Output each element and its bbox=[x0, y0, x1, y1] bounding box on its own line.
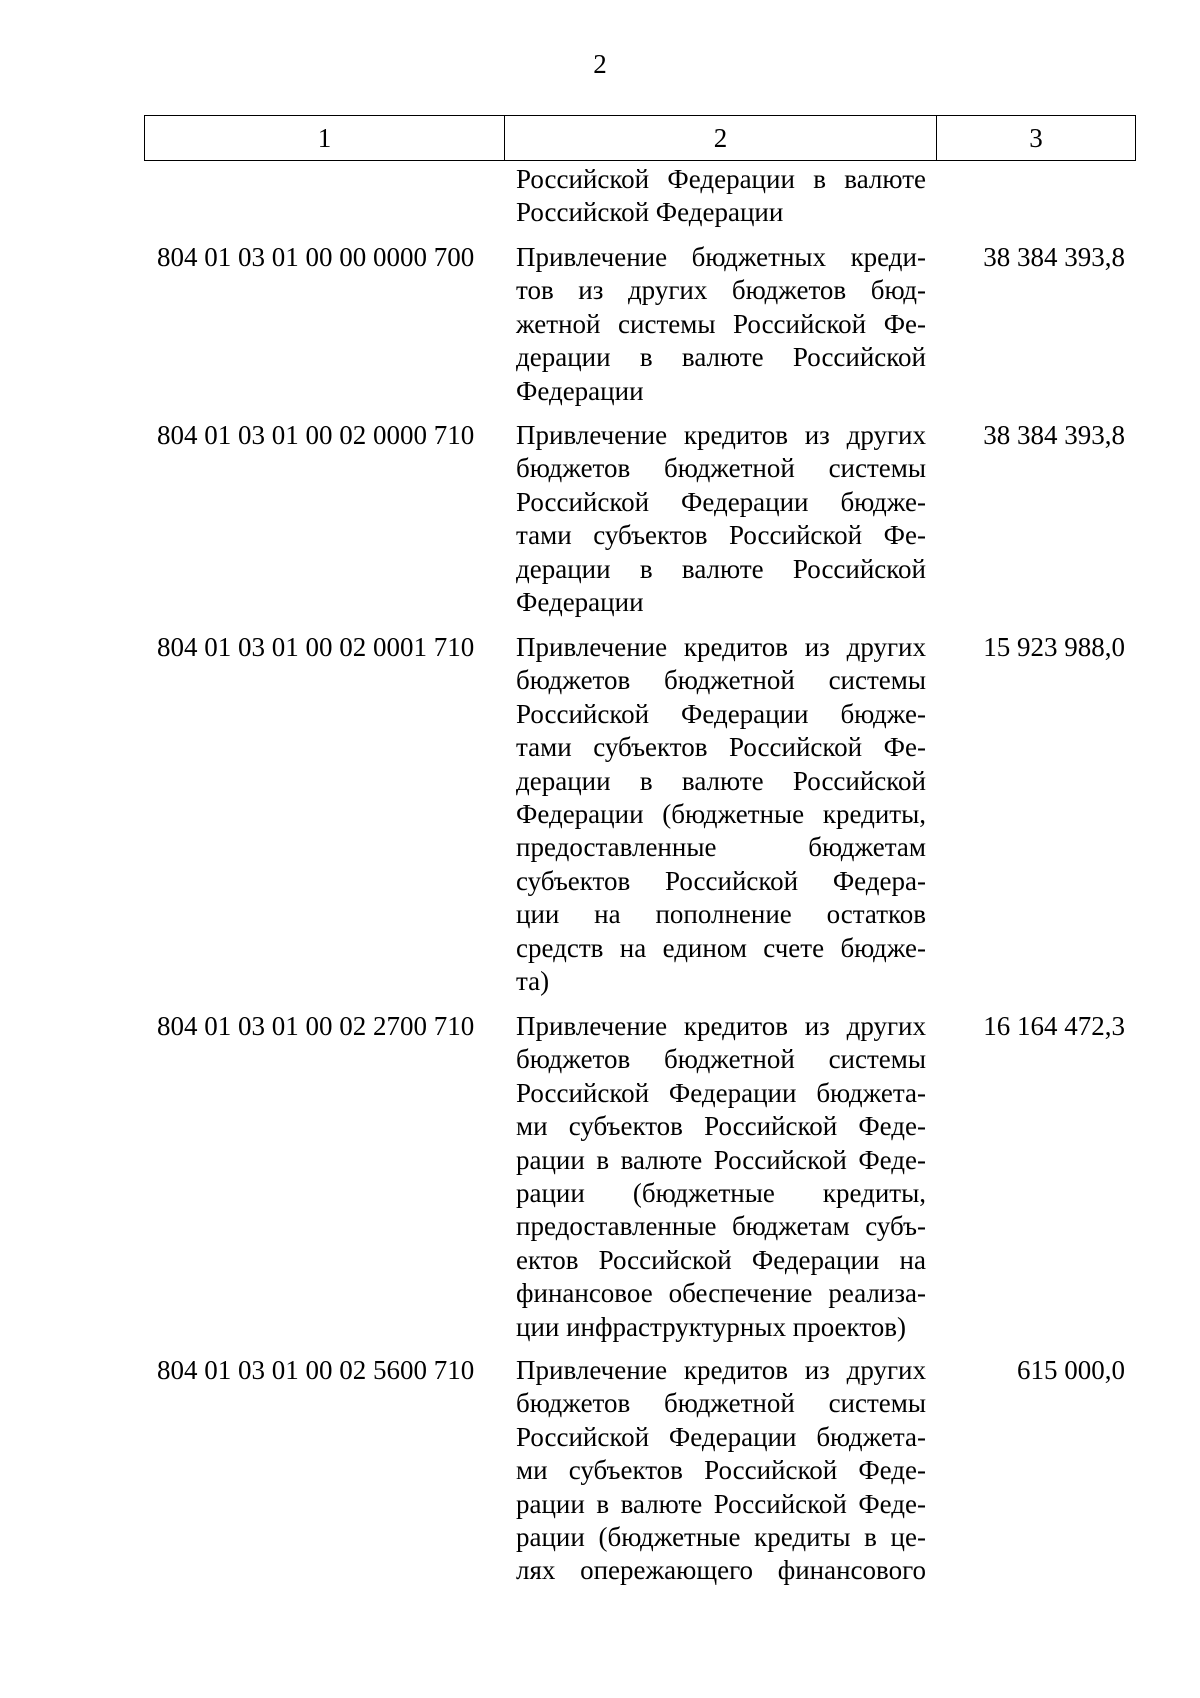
description-line: ции на пополнение остатков bbox=[516, 899, 926, 930]
description-line: дерации в валюте Российской bbox=[516, 342, 926, 373]
description-line: Российской Федерации бюдже- bbox=[516, 698, 926, 729]
description-line: предоставленные бюджетам субъ- bbox=[516, 1211, 926, 1242]
description-line: тами субъектов Российской Фе- bbox=[516, 520, 926, 551]
row-code: 804 01 03 01 00 02 5600 710 bbox=[157, 1355, 475, 1385]
description-line: жетной системы Российской Фе- bbox=[516, 308, 926, 339]
description-line: тами субъектов Российской Фе- bbox=[516, 732, 926, 763]
row-code: 804 01 03 01 00 02 2700 710 bbox=[157, 1011, 475, 1041]
description-line: ции инфраструктурных проектов) bbox=[516, 1311, 906, 1342]
row-amount: 615 000,0 bbox=[1017, 1355, 1125, 1385]
header-column-1: 1 bbox=[317, 122, 332, 153]
description-line: ектов Российской Федерации на bbox=[516, 1244, 926, 1275]
row-description bbox=[516, 631, 926, 998]
description-line: Федерации bbox=[516, 375, 644, 406]
description-line: предоставленные бюджетам bbox=[516, 832, 926, 863]
description-line: та) bbox=[516, 965, 550, 996]
description-line: ми субъектов Российской Феде- bbox=[516, 1111, 926, 1142]
description-line: Российской Федерации бюдже- bbox=[516, 486, 926, 517]
description-line: Привлечение кредитов из других bbox=[516, 420, 926, 450]
description-line: субъектов Российской Федера- bbox=[516, 865, 926, 896]
description-line: Привлечение кредитов из других bbox=[516, 1011, 926, 1041]
description-line: ми субъектов Российской Феде- bbox=[516, 1455, 926, 1486]
description-line: Привлечение кредитов из других bbox=[516, 1355, 926, 1385]
row-code: 804 01 03 01 00 02 0000 710 bbox=[157, 420, 475, 450]
description-line: финансовое обеспечение реализа- bbox=[516, 1278, 926, 1309]
description-line: рации в валюте Российской Феде- bbox=[516, 1488, 926, 1519]
description-line: бюджетов бюджетной системы bbox=[516, 665, 926, 696]
description-line: Российской Федерации бюджета- bbox=[516, 1421, 926, 1452]
description-line: Федерации (бюджетные кредиты, bbox=[516, 798, 926, 829]
description-line: бюджетов бюджетной системы bbox=[516, 453, 926, 484]
description-line: лях опережающего финансового bbox=[516, 1555, 926, 1586]
description-line: Российской Федерации бюджета- bbox=[516, 1077, 926, 1108]
row-description bbox=[516, 1010, 926, 1344]
description-line: тов из других бюджетов бюд- bbox=[516, 275, 926, 306]
description-line: дерации в валюте Российской bbox=[516, 553, 926, 584]
description-line: Федерации bbox=[516, 586, 644, 617]
row-description bbox=[516, 241, 926, 408]
row-amount: 16 164 472,3 bbox=[983, 1011, 1125, 1041]
description-line: Привлечение кредитов из других bbox=[516, 632, 926, 662]
page-number: 2 bbox=[593, 49, 607, 79]
row-code: 804 01 03 01 00 00 0000 700 bbox=[157, 242, 475, 272]
row-code: 804 01 03 01 00 02 0001 710 bbox=[157, 632, 475, 662]
description-line: средств на едином счете бюдже- bbox=[516, 932, 926, 963]
row-description bbox=[516, 1354, 926, 1588]
description-line: бюджетов бюджетной системы bbox=[516, 1044, 926, 1075]
description-line: рации (бюджетные кредиты в це- bbox=[516, 1521, 926, 1552]
row-amount: 38 384 393,8 bbox=[983, 242, 1125, 272]
row-amount: 38 384 393,8 bbox=[983, 420, 1125, 450]
description-line: бюджетов бюджетной системы bbox=[516, 1388, 926, 1419]
header-column-2: 2 bbox=[504, 116, 936, 160]
row-amount: 15 923 988,0 bbox=[983, 632, 1125, 662]
description-line: Привлечение бюджетных креди- bbox=[516, 242, 926, 272]
description-line: Российской Федерации bbox=[516, 197, 784, 228]
description-line: Российской Федерации в валюте bbox=[516, 164, 926, 194]
description-line: дерации в валюте Российской bbox=[516, 765, 926, 796]
description-line: рации в валюте Российской Феде- bbox=[516, 1144, 926, 1175]
header-column-3: 3 bbox=[936, 116, 1135, 160]
row-description bbox=[516, 163, 926, 230]
description-line: рации (бюджетные кредиты, bbox=[516, 1177, 926, 1208]
row-description bbox=[516, 419, 926, 619]
